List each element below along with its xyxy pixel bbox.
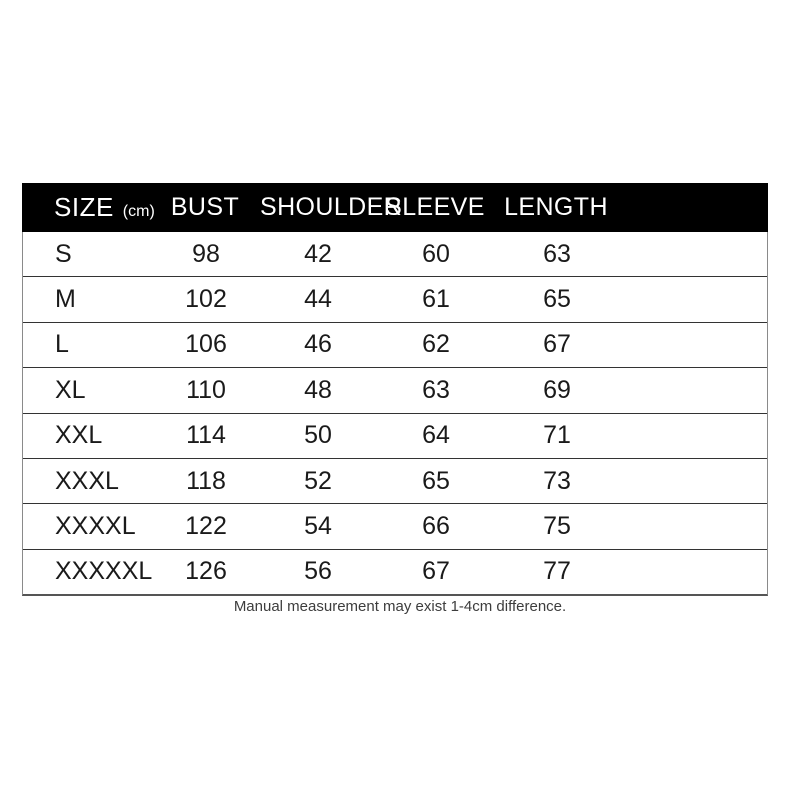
sleeve-value-cell: 62: [422, 330, 450, 359]
size-header-cell: [22, 192, 155, 223]
table-header-row: [22, 183, 768, 232]
bust-value-cell: 118: [186, 466, 226, 495]
length-value-cell: 71: [543, 421, 571, 450]
size-cell: M: [55, 285, 76, 314]
sleeve-value-cell: 61: [422, 285, 450, 314]
shoulder-value-cell: 52: [304, 466, 332, 495]
shoulder-value-cell: 56: [304, 557, 332, 586]
shoulder-value-cell: 42: [304, 239, 332, 268]
bust-value-cell: 110: [186, 375, 226, 404]
length-value-cell: 69: [543, 375, 571, 404]
length-value-cell: 63: [543, 239, 571, 268]
table-row: [23, 232, 767, 277]
length-value-cell: 65: [543, 285, 571, 314]
size-cell: L: [55, 330, 69, 359]
bust-value-cell: 122: [185, 512, 227, 541]
table-body: [23, 232, 767, 594]
size-cell: XL: [55, 375, 86, 404]
bust-value-cell: 98: [192, 239, 220, 268]
table-row: [23, 459, 767, 504]
bust-value-cell: 102: [185, 285, 227, 314]
size-cell: S: [55, 239, 72, 268]
table-row: [23, 504, 767, 549]
table-row: [23, 414, 767, 459]
column-header-sleeve: SLEEVE: [385, 193, 485, 221]
size-chart-table: [22, 183, 768, 596]
shoulder-value-cell: 44: [304, 285, 332, 314]
length-value-cell: 67: [543, 330, 571, 359]
sleeve-value-cell: 65: [422, 466, 450, 495]
sleeve-value-cell: 63: [422, 375, 450, 404]
bust-value-cell: 106: [185, 330, 227, 359]
shoulder-value-cell: 50: [304, 421, 332, 450]
table-row: [23, 323, 767, 368]
size-cell: XXXL: [55, 466, 119, 495]
column-header-bust: BUST: [170, 193, 240, 221]
column-header-length: LENGTH: [504, 193, 608, 221]
table-row: [23, 277, 767, 322]
column-header-shoulder: SHOULDER: [260, 193, 403, 221]
sleeve-value-cell: 60: [422, 239, 450, 268]
size-cell: XXXXXL: [55, 557, 153, 586]
table-row: [23, 368, 767, 413]
unit-label: (cm): [122, 203, 155, 220]
size-cell: XXXXL: [55, 512, 136, 541]
shoulder-value-cell: 54: [304, 512, 332, 541]
size-cell: XXL: [55, 421, 103, 450]
length-value-cell: 75: [543, 512, 571, 541]
length-value-cell: 73: [543, 466, 571, 495]
table-row: [23, 550, 767, 594]
bust-value-cell: 114: [186, 421, 226, 450]
bust-value-cell: 126: [185, 557, 227, 586]
sleeve-value-cell: 66: [422, 512, 450, 541]
sleeve-value-cell: 64: [422, 421, 450, 450]
sleeve-value-cell: 67: [422, 557, 450, 586]
shoulder-value-cell: 48: [304, 375, 332, 404]
size-header-label: SIZE: [54, 192, 114, 222]
shoulder-value-cell: 46: [304, 330, 332, 359]
measurement-note: Manual measurement may exist 1-4cm difference.: [233, 598, 567, 615]
length-value-cell: 77: [543, 557, 571, 586]
